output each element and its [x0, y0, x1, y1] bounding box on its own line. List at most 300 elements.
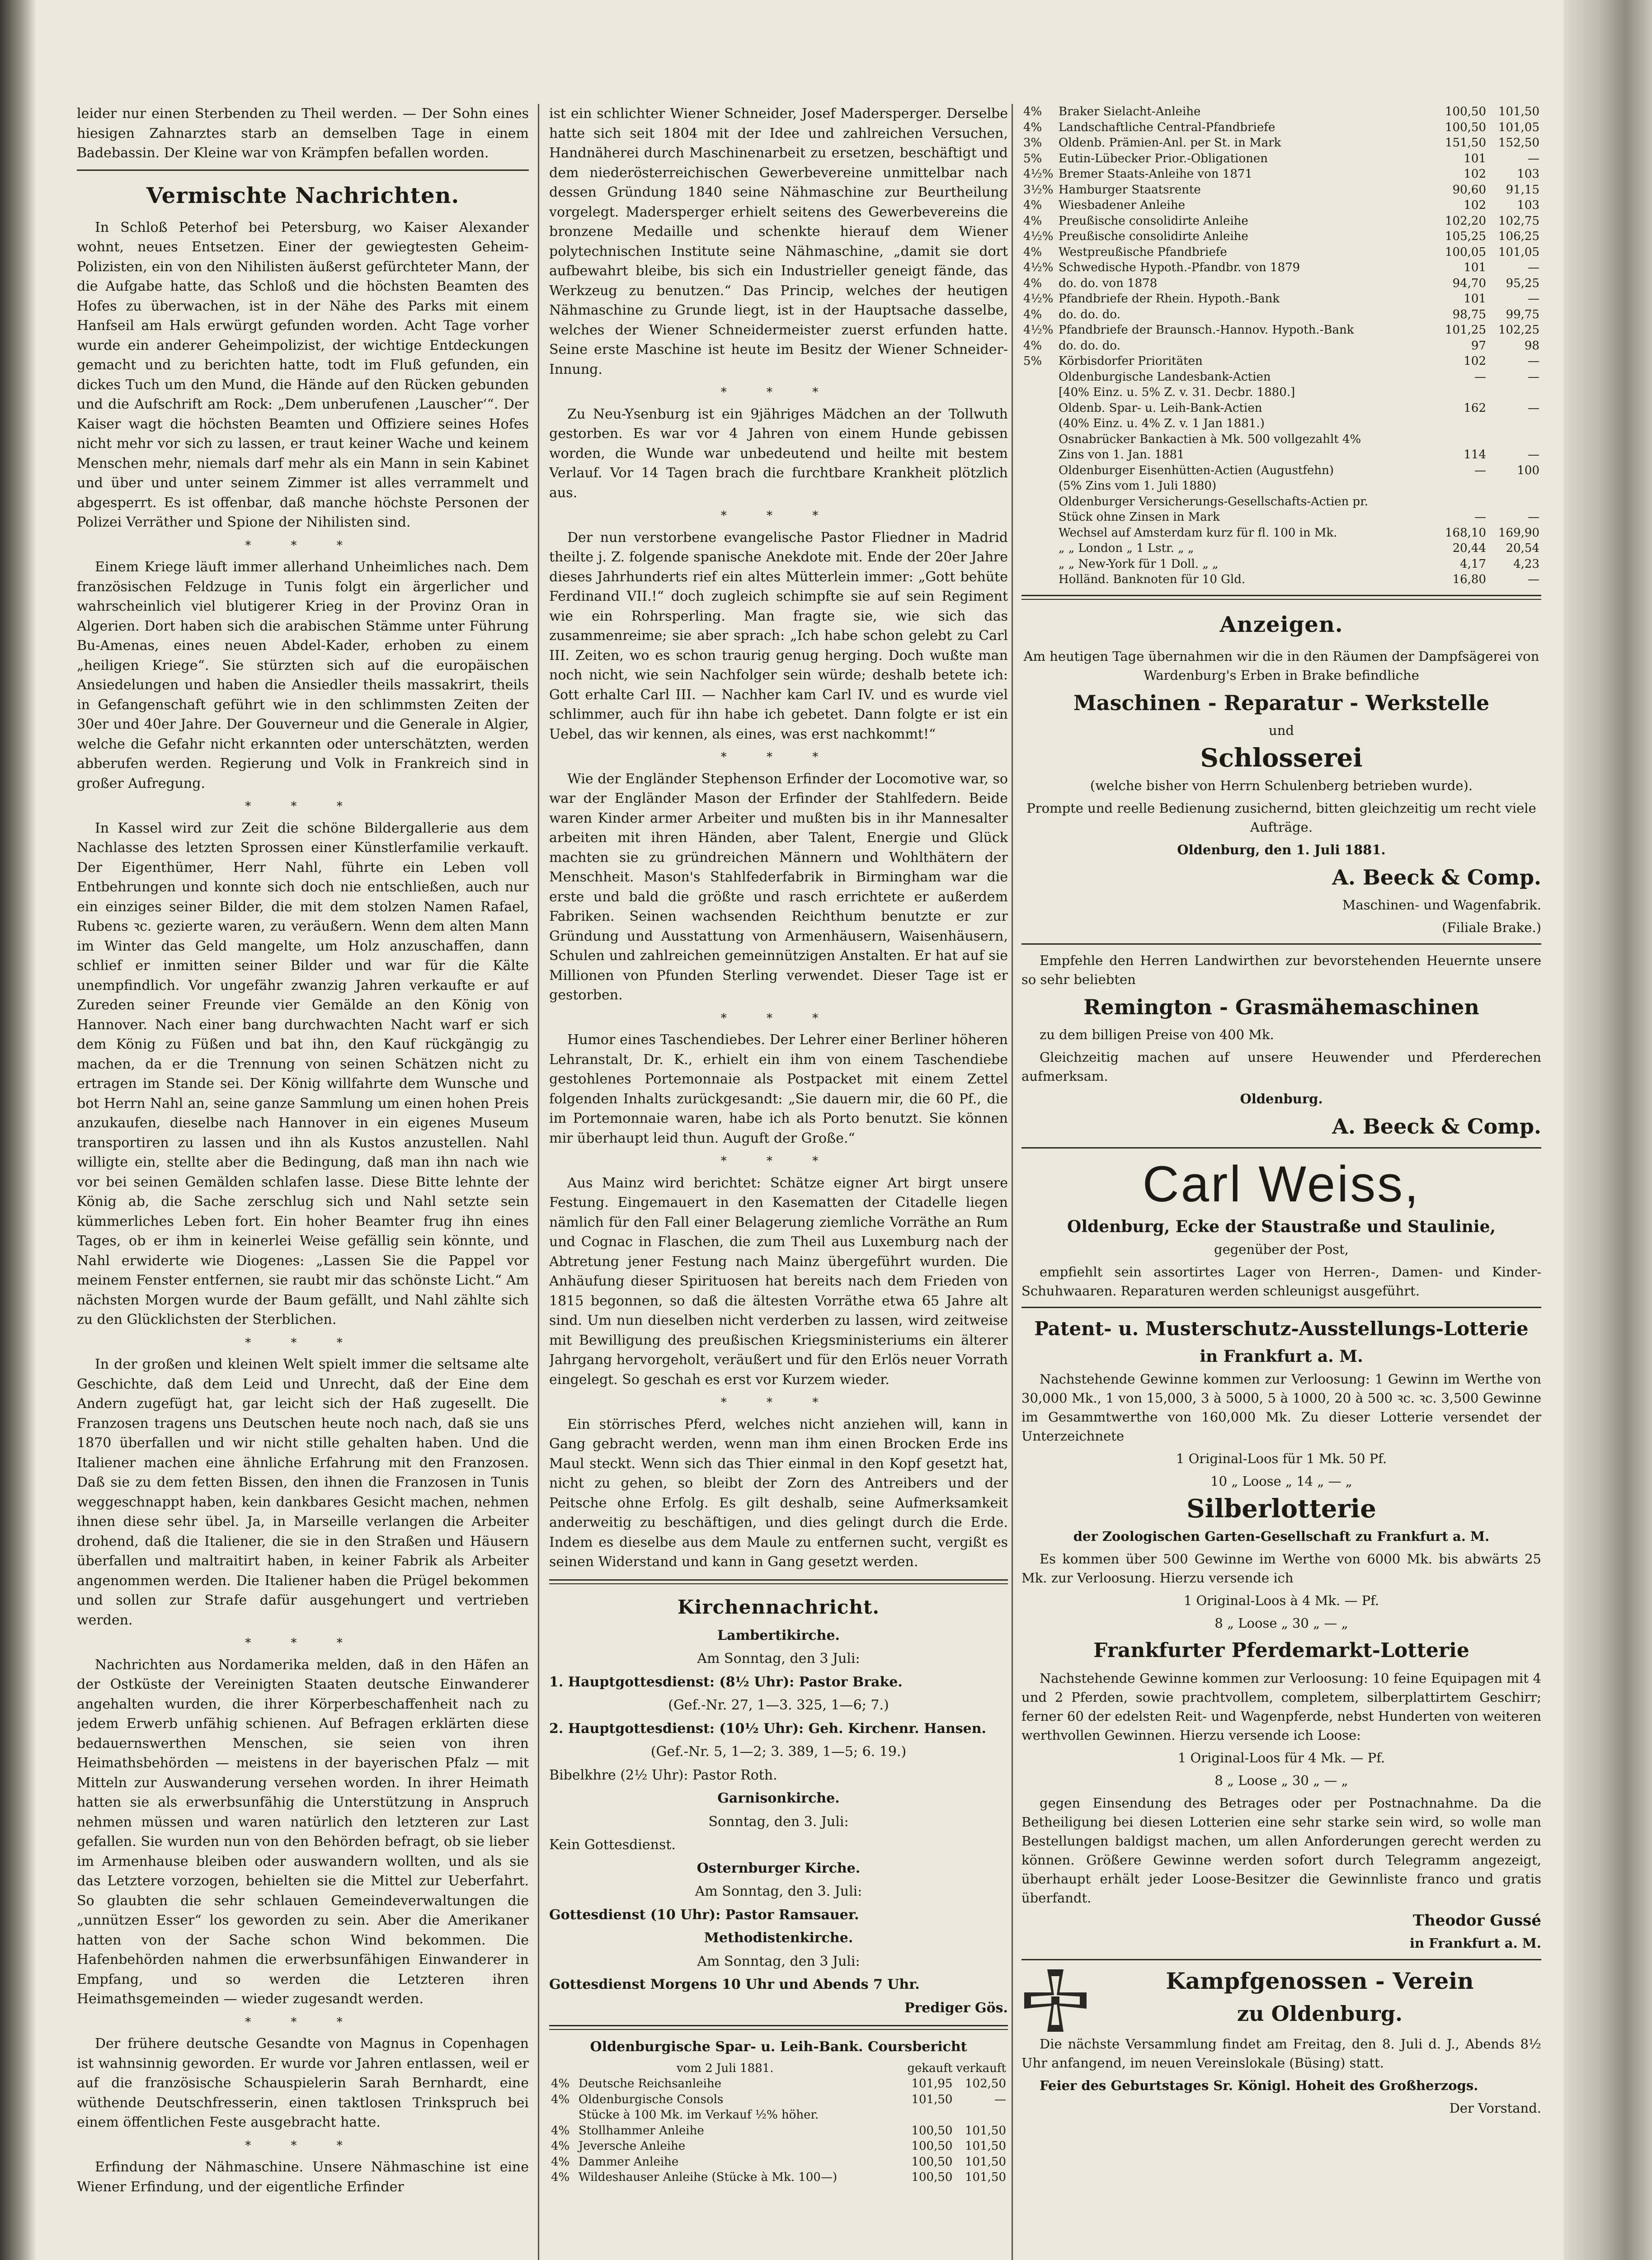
advertisement-workshop — [1021, 647, 1541, 937]
table-row — [1021, 120, 1541, 136]
separator-rule — [1021, 943, 1541, 945]
section-heading: Anzeigen. — [1219, 612, 1343, 637]
ad-headline: Carl Weiss, — [1142, 1155, 1421, 1212]
section-heading: Vermischte Nachrichten. — [146, 183, 460, 208]
security: [40% Einz. u. 5% Z. v. 31. Decbr. 1880.] — [1059, 386, 1295, 399]
rate: 4% — [551, 2171, 570, 2184]
bought: 100,50 — [911, 2155, 953, 2169]
bought: 101,50 — [911, 2092, 953, 2106]
bought: 168,10 — [1445, 526, 1486, 540]
article: Erfindung der Nähmaschine. Unsere Nähmaschine ist eine Wiener Erfindung, und der eigentliche Erfinder — [77, 2159, 529, 2195]
table-row — [1021, 400, 1541, 416]
service-line: Gottesdienst Morgens 10 Uhr und Abends 7 Uhr. — [549, 1977, 920, 1992]
ad-text: gegen Einsendung des Betrages oder per Postnachnahme. Da die Betheiligung bei diesen Lotterien eine sehr starke sein wird, so wolle man Bestellungen baldigst machen, um allen Anforderungen gerecht werden zu können. Größere Gewinne werden sofort durch Telegramm angezeigt, überhaupt erhält jeder Loose-Besitzer die Gewinnliste franco und gratis überfandt. — [1021, 1795, 1541, 1906]
rate: 5% — [1023, 354, 1042, 368]
sold — [1488, 385, 1541, 400]
table-row — [1021, 135, 1541, 151]
ad-text: (welche bisher von Herrn Schulenberg betrieben wurde). — [1090, 777, 1473, 793]
bank-table — [549, 2061, 1008, 2185]
table-row — [1021, 338, 1541, 354]
article: Ein störrisches Pferd, welches nicht anziehen will, kann in Gang gebracht werden, wenn man ihm einen Brocken Erde ins Maul steckt. Wenn sich das Thier einmal in den Kopf gesetzt hat, nicht zu gehen, so bleibt der Zorn des Antreibers und der Peitsche ohne Erfolg. Es gilt deshalb, seine Aufmerksamkeit anderweitig zu beschäftigen, und dies gelingt durch die Erde. Indem es dieselbe aus dem Maule zu entfernen sucht, vergißt es seinen Widerstand und kann in Gang gesetzt werden. — [549, 1416, 1008, 1570]
ad-text: Maschinen- und Wagenfabrik. — [1342, 897, 1541, 913]
column-1 — [77, 104, 529, 2260]
sold: 4,23 — [1513, 557, 1539, 571]
rate: 4% — [551, 2139, 570, 2153]
security: Eutin-Lübecker Prior.-Obligationen — [1059, 151, 1268, 165]
sold: — — [1528, 573, 1539, 586]
security: Pfandbriefe der Rhein. Hypoth.-Bank — [1059, 292, 1280, 306]
table-row — [1021, 369, 1541, 385]
sold: 95,25 — [1506, 276, 1539, 290]
asterism: * * * — [245, 1636, 361, 1650]
bought: 100,50 — [911, 2123, 953, 2138]
rate — [1021, 385, 1057, 400]
article: Zu Neu-Ysenburg ist ein 9jähriges Mädchen an der Tollwuth gestorben. Es war vor 4 Jahren von einem Hunde gebissen worden, die Wunde war unbedeutend und heilte mit bestem Verlauf. Vor 14 Tagen brach die furchtbare Krankheit plötzlich aus. — [549, 406, 1008, 501]
sold: 101,50 — [965, 2171, 1006, 2184]
table-row — [1021, 447, 1541, 463]
separator-rule — [1021, 1147, 1541, 1149]
asterism: * * * — [245, 2015, 361, 2029]
bought: 102 — [1464, 167, 1486, 181]
rate — [1021, 463, 1057, 479]
sold: 99,75 — [1506, 307, 1539, 321]
bought — [1435, 494, 1488, 510]
rate: 4½% — [1023, 292, 1054, 306]
separator-rule — [549, 1579, 1008, 1584]
separator-rule — [1021, 1307, 1541, 1308]
sold: 103 — [1517, 167, 1539, 181]
asterism: * * * — [720, 509, 837, 523]
ad-text: gegenüber der Post, — [1214, 1241, 1349, 1257]
church-date: Am Sonntag, den 3 Juli: — [697, 1953, 860, 1969]
rate — [1021, 447, 1057, 463]
table-row — [1021, 432, 1541, 447]
bought: 162 — [1464, 401, 1486, 415]
security: Wechsel auf Amsterdam kurz für fl. 100 in Mk. — [1059, 526, 1337, 540]
rate: 4% — [1023, 105, 1042, 118]
ad-text: zu dem billigen Preise von 400 Mk. — [1040, 1026, 1274, 1042]
rate: 4% — [1023, 120, 1042, 134]
table-row — [1021, 291, 1541, 307]
article: Wie der Engländer Stephenson Erfinder der Locomotive war, so war der Engländer Mason der Erfinder der Stahlfedern. Beide waren Kinder armer Arbeiter und mußten bis in ihr Mannesalter arbeiten mit ihren Händen, aber Talent, Energie und Glück machten sie zu gründreichen Männern und Wohlthätern der Menschheit. Mason's Stahlfederfabrik in Birmingham war die erste und bald die größte und rasch errichtete er außerdem Fabriken. Seinen wachsenden Reichthum benutzte er zur Gründung und Ausstattung von Armenhäusern, Waisenhäusern, Schulen und zahlreichen gemeinnützigen Anstalten. Er hat auf sie Millionen von Pfunden Sterling verwendet. Dieser Tage ist er gestorben. — [549, 771, 1008, 1003]
table-row — [1021, 276, 1541, 292]
article: Nachrichten aus Nordamerika melden, daß in den Häfen an der Ostküste der Vereinigten Staaten deutsche Einwanderer angehalten wurden, die ihrer Körperbeschaffenheit nach zu jedem Erwerb unfähig schienen. Auf Befragen erklärten diese bedauernswerthen Menschen, sie seien von ihren Heimathsbehörden — meistens in der bayerischen Pfalz — mit Mitteln zur Auswanderung versehen worden. In ihrer Heimath hatten sie als erwerbsunfähig die Unterstützung in Anspruch nehmen müssen und waren natürlich den letzteren zur Last gefallen. Sie wurden nun von den Behörden befragt, ob sie lieber im Armenhause bleiben oder auswandern wollten, und als sie das Letztere vorzogen, behielten sie die Mittel zur Ueberfahrt. So glaubten die sehr schlauen Gemeindeverwaltungen die „unnützen Esser“ los geworden zu sein. Aber die Amerikaner hatten von der Sache schon Wind bekommen. Die Hafenbehörden nahmen die erwerbsunfähigen Einwanderer in Empfang, und so werden die Letzteren ihren Heimathsgemeinden — wieder zugesandt werden. — [77, 1657, 529, 2007]
security: Oldenburger Versicherungs-Gesellschafts-Actien pr. — [1059, 494, 1369, 508]
bought: — — [1474, 370, 1486, 384]
table-row — [1021, 463, 1541, 479]
table-row — [1021, 245, 1541, 260]
asterism: * * * — [245, 1336, 361, 1350]
security: (5% Zins vom 1. Juli 1880) — [1059, 479, 1217, 493]
course-table — [1021, 104, 1541, 588]
article: Der nun verstorbene evangelische Pastor Fliedner in Madrid theilte j. Z. folgende spanische Anekdote mit. Ende der 20er Jahre dieses Jahrhunderts rief ein altes Mütterlein immer: „Gott behüte Ferdinand VII.!“ doch zugleich schimpfte sie auf sein Regiment wie ein Rohrsperling. Man fragte sie, wie sich das zusammenreime; sie aber sprach: „Ich habe schon gelebt zu Carl III. Zeiten, wo es schon traurig genug herging. Doch wußte man noch nicht, wie sein Nachfolger sein würde; deshalb betete ich: Gott erhalte Carl III. — Nachher kam Carl IV. und es wurde viel schlimmer, auch für ihn habe ich gebetet. Dann folgte er ist ein Uebel, das wir kennen, als eines, was erst nachkommt!“ — [549, 529, 1008, 742]
separator-rule — [1021, 1959, 1541, 1960]
security: Schwedische Hypoth.-Pfandbr. von 1879 — [1059, 261, 1300, 274]
bank-subtitle: vom 2 Juli 1881. — [676, 2061, 774, 2075]
bought: 151,50 — [1445, 136, 1486, 150]
sold: 91,15 — [1506, 183, 1539, 197]
sold: — — [1528, 401, 1539, 415]
security: Braker Sielacht-Anleihe — [1059, 105, 1201, 118]
security: Dammer Anleihe — [578, 2155, 679, 2169]
sold: — — [1528, 448, 1539, 461]
sold: 169,90 — [1498, 526, 1539, 540]
ad-headline: Remington - Grasmähemaschinen — [1083, 994, 1479, 1019]
security: Pfandbriefe der Braunsch.-Hannov. Hypoth.-Bank — [1059, 323, 1354, 337]
bought: 98,75 — [1452, 307, 1486, 321]
page-edge-stack — [1564, 0, 1652, 2260]
separator-rule — [77, 170, 529, 171]
church-notices — [549, 1591, 1008, 2018]
security: Wildeshauser Anleihe (Stücke à Mk. 100—) — [578, 2171, 838, 2184]
ad-text: Die nächste Versammlung findet am Freitag, den 8. Juli d. J., Abends 8½ Uhr anfangend, im neuen Vereinslokale (Büsing) statt. — [1021, 2036, 1541, 2071]
table-row — [1021, 556, 1541, 572]
asterism: * * * — [720, 750, 837, 764]
column-2 — [549, 104, 1008, 2260]
rate: 4½% — [1023, 230, 1054, 243]
bought: 105,25 — [1445, 230, 1486, 243]
church-title: Kirchennachricht. — [677, 1596, 880, 1618]
security: Oldenburger Eisenhütten-Actien (Augustfehn) — [1059, 463, 1334, 477]
bought: 114 — [1464, 448, 1486, 461]
table-row — [1021, 353, 1541, 369]
ad-signature: Der Vorstand. — [1449, 2100, 1541, 2116]
rate — [1021, 509, 1057, 525]
table-row — [1021, 494, 1541, 510]
ad-headline: Patent- u. Musterschutz-Ausstellungs-Lotterie — [1034, 1317, 1529, 1340]
ad-headline: Schlosserei — [1200, 743, 1363, 773]
table-row — [1021, 166, 1541, 182]
table-row — [549, 2076, 1008, 2092]
security: Stücke à 100 Mk. im Verkauf ½% höher. — [578, 2108, 819, 2122]
bought: 101,95 — [911, 2077, 953, 2090]
table-row — [1021, 182, 1541, 198]
sold: 152,50 — [1498, 136, 1539, 150]
ad-text: Oldenburg. — [1240, 1091, 1323, 1106]
service-line: 2. Hauptgottesdienst: (10½ Uhr): Geh. Kirchenr. Hansen. — [549, 1720, 987, 1737]
ad-text: Am heutigen Tage übernahmen wir die in den Räumen der Dampfsägerei von Wardenburg's Erben in Brake befindliche — [1023, 648, 1539, 683]
sold — [1488, 478, 1541, 494]
article-continuation: ist ein schlichter Wiener Schneider, Josef Madersperger. Derselbe hatte sich seit 1804 mit der Idee und zahlreichen Versuchen, Handnäherei durch Maschinenarbeit zu ersetzen, beschäftigt und dem niederösterreichischen Gewerbevereine unmittelbar nach dessen Gründung 1840 seine Nähmaschine zur Beurtheilung vorgelegt. Madersperger erhielt seitens des Gewerbevereins die bronzene Medaille und schenkte hierauf dem Wiener polytechnischen Institute seine Nähmaschine, „damit sie dort aufbewahrt bleibe, bis sich ein Industrieller geneigt fände, das Werkzeug zu benutzen.“ Das Princip, welches der heutigen Nähmaschine zu Grunde liegt, ist in der Hauptsache dasselbe, welches der Wiener Schneidermeister zuerst erfunden hatte. Seine erste Maschine ist heute im Besitz der Wiener Schneider-Innung. — [549, 106, 1008, 377]
security: Westpreußische Pfandbriefe — [1059, 245, 1227, 259]
service-line: Gottesdienst (10 Uhr): Pastor Ramsauer. — [549, 1907, 859, 1923]
bought — [1435, 478, 1488, 494]
rate: 4% — [1023, 307, 1042, 321]
article: Der frühere deutsche Gesandte von Magnus in Copenhagen ist wahnsinnig geworden. Er wurde vor Jahren entlassen, weil er auf die französische Schauspielerin Sarah Bernhardt, eine wüthende Deutschfresserin, einen taktlosen Trinkspruch bei einem öffentlichen Feste ausgebracht hatte. — [77, 2036, 529, 2130]
ad-headline: Kampfgenossen - Verein — [1166, 1967, 1474, 1994]
security: Bremer Staats-Anleihe von 1871 — [1059, 167, 1252, 181]
asterism: * * * — [720, 1011, 837, 1025]
table-row — [1021, 213, 1541, 229]
sold: 101,50 — [1498, 105, 1539, 118]
table-row — [549, 2170, 1008, 2185]
church-date: Am Sonntag, den 3 Juli: — [697, 1651, 860, 1667]
article: In der großen und kleinen Welt spielt immer die seltsame alte Geschichte, daß dem Leid und Unrecht, daß der Eine dem Andern zugefügt hat, gar leicht sich der Haß zugesellt. Die Franzosen tragens uns Deutschen heute noch nach, daß sie uns 1870 überfallen und wir nicht stille gehalten haben. Und die Italiener machen eine ähnliche Erfahrung mit den Franzosen. Daß sie zu dem fetten Bissen, den ihnen die Franzosen in Tunis weggeschnappt haben, kein dankbares Gesicht machen, nehmen ihnen diese sehr übel. Ja, in Marseille verlangen die Arbeiter drohend, daß die Italiener, die sie in den Straßen und Häusern überfallen und maltraitirt haben, in keiner Fabrik als Arbeiter angenommen werden. Die Italiener haben die Prügel bekommen und sollen zur Strafe dafür ausgehungert und vertrieben werden. — [77, 1356, 529, 1628]
security: do. do. von 1878 — [1059, 276, 1158, 290]
security: Preußische consolidirte Anleihe — [1059, 230, 1248, 243]
bought — [901, 2107, 954, 2123]
sold: 101,05 — [1498, 120, 1539, 134]
sold: 102,25 — [1498, 323, 1539, 337]
rate: 4% — [551, 2155, 570, 2169]
ad-text: 1 Original-Loos für 4 Mk. — Pf. — [1177, 1750, 1385, 1766]
security: Oldenburgische Consols — [578, 2092, 724, 2106]
sold — [1488, 416, 1541, 432]
ad-firm: A. Beeck & Comp. — [1332, 1114, 1541, 1139]
sold: — — [1528, 510, 1539, 524]
bought — [1435, 432, 1488, 447]
bought: 16,80 — [1452, 573, 1486, 586]
bought: 101 — [1464, 261, 1486, 274]
sold: 101,05 — [1498, 245, 1539, 259]
church-name: Lambertikirche. — [717, 1627, 840, 1643]
table-row — [1021, 229, 1541, 245]
security: Stück ohne Zinsen in Mark — [1059, 510, 1220, 524]
security: (40% Einz. u. 4% Z. v. 1 Jan 1881.) — [1059, 417, 1265, 430]
bought: 97 — [1471, 339, 1486, 353]
advertisement-mowers — [1021, 951, 1541, 1141]
security: „ „ London „ 1 Lstr. „ „ — [1059, 541, 1194, 555]
bought: 20,44 — [1452, 541, 1486, 555]
asterism: * * * — [720, 1396, 837, 1409]
table-row — [1021, 260, 1541, 276]
table-row — [1021, 198, 1541, 213]
asterism: * * * — [245, 800, 361, 813]
sold: 102,75 — [1498, 214, 1539, 228]
article: Einem Kriege läuft immer allerhand Unheimliches nach. Dem französischen Feldzuge in Tunis folgt ein ärgerlicher und wahrscheinlich viel blutigerer Krieg in der Provinz Oran in Algerien. Dort haben sich die arabischen Stämme unter Führung Bu-Amenas, eines neuen Abdel-Kader, erhoben zu einem „heiligen Kriege“. Sie stürzten sich auf die europäischen Ansiedelungen und haben die Ansiedler theils massakrirt, theils in Gefangenschaft geführt wie in den schlimmsten Zeiten der 30er und 40er Jahre. Der Gouverneur und die Generale in Algier, welche die Gefahr nicht erkannten oder unterschätzten, werden abberufen werden. Regierung und Volk in Frankreich sind in großer Aufregung. — [77, 559, 529, 791]
ad-text: und — [1269, 722, 1294, 738]
rate: 4% — [1023, 245, 1042, 259]
preacher: Prediger Gös. — [904, 2000, 1008, 2016]
security: Zins von 1. Jan. 1881 — [1059, 448, 1185, 461]
rate: 4% — [551, 2092, 570, 2106]
security: „ „ New-York für 1 Doll. „ „ — [1059, 557, 1219, 571]
church-date: Am Sonntag, den 3. Juli: — [695, 1883, 862, 1899]
sold: 106,25 — [1498, 230, 1539, 243]
sold: 98 — [1524, 339, 1539, 353]
ad-text: (Filiale Brake.) — [1442, 919, 1541, 935]
service-line: Bibelkhre (2½ Uhr): Pastor Roth. — [549, 1767, 777, 1783]
hymn-numbers: (Gef.-Nr. 27, 1—3. 325, 1—6; 7.) — [668, 1697, 889, 1713]
sold: — — [1528, 151, 1539, 165]
article: Aus Mainz wird berichtet: Schätze eigner Art birgt unsere Festung. Eingemauert in den Kasematten der Citadelle liegen nämlich für den Fall einer Belagerung ziemliche Vorräthe an Rum und Cognac in Flaschen, die zum Theil aus Luxemburg nach der Abtretung jener Festung nach Mainz übergeführt wurden. Die Anhäufung dieser Spirituosen hat bereits nach dem Frieden von 1815 begonnen, so daß die ältesten Vorräthe etwa 65 Jahre alt sind. Um nun dieselben nicht verderben zu lassen, wird zeitweise mit Bewilligung des preußischen Kriegsministeriums ein älterer Jahrgang hervorgeholt, veräußert und für den Erlös neuer Vorrath eingelegt. So geschah es erst vor Kurzem wieder. — [549, 1175, 1008, 1388]
sold: — — [1528, 261, 1539, 274]
sold — [954, 2107, 1008, 2123]
security: Hamburger Staatsrente — [1059, 183, 1201, 197]
rate — [1021, 572, 1057, 588]
rate: 4% — [1023, 339, 1042, 353]
rate — [1021, 541, 1057, 556]
table-row — [1021, 525, 1541, 541]
table-row — [1021, 541, 1541, 556]
sold: — — [1528, 370, 1539, 384]
table-row — [1021, 572, 1541, 588]
ad-text: 10 „ Loose „ 14 „ — „ — [1210, 1473, 1352, 1489]
table-row — [1021, 385, 1541, 400]
ad-headline: zu Oldenburg. — [1237, 2001, 1403, 2026]
hymn-numbers: (Gef.-Nr. 5, 1—2; 3. 389, 1—5; 6. 19.) — [650, 1744, 907, 1760]
table-row — [549, 2123, 1008, 2139]
rate — [1021, 525, 1057, 541]
rate — [1021, 400, 1057, 416]
security: Holländ. Banknoten für 10 Gld. — [1059, 573, 1246, 586]
sold: 100 — [1517, 463, 1539, 477]
asterism: * * * — [245, 538, 361, 552]
security: Osnabrücker Bankactien à Mk. 500 vollgezahlt 4% — [1059, 432, 1361, 446]
security: Jeversche Anleihe — [578, 2139, 686, 2153]
rate: 5% — [1023, 151, 1042, 165]
advertisement-shoes — [1021, 1155, 1541, 1300]
sold: — — [1528, 354, 1539, 368]
rate — [1021, 556, 1057, 572]
article: Humor eines Taschendiebes. Der Lehrer einer Berliner höheren Lehranstalt, Dr. K., erhielt ein ihm von einem Taschendiebe gestohlenes Portemonnaie als Postpacket mit einem Zettel folgenden Inhalts zurückgesandt: „Sie dauern mir, die 60 Pf., die im Portemonnaie waren, habe ich als Porto benutzt. Sie können mir überhaupt leid thun. Auguft der Große.“ — [549, 1032, 1008, 1146]
rate — [1021, 478, 1057, 494]
bought: 101 — [1464, 151, 1486, 165]
bought: 4,17 — [1460, 557, 1486, 571]
column-divider — [538, 104, 539, 2260]
bought: 100,05 — [1445, 245, 1486, 259]
ad-text: 8 „ Loose „ 30 „ — „ — [1214, 1615, 1348, 1631]
sold — [1488, 494, 1541, 510]
asterism: * * * — [720, 386, 837, 399]
service-line: Kein Gottesdienst. — [549, 1837, 676, 1853]
advertisement-veterans — [1021, 1967, 1541, 2118]
security: Deutsche Reichsanleihe — [578, 2077, 721, 2090]
church-date: Sonntag, den 3. Juli: — [708, 1813, 849, 1830]
bank-title: Oldenburgische Spar- u. Leih-Bank. Coursbericht — [590, 2039, 967, 2055]
table-row — [549, 2138, 1008, 2154]
ad-date: Oldenburg, den 1. Juli 1881. — [1177, 842, 1386, 857]
sold: 101,50 — [965, 2139, 1006, 2153]
sold: 20,54 — [1506, 541, 1539, 555]
article: In Kassel wird zur Zeit die schöne Bildergallerie aus dem Nachlasse des letzten Sprossen einer Künstlerfamilie verkauft. Der Eigenthümer, Herr Nahl, führte ein Leben voll Entbehrungen und konnte sich doch nie entschließen, auch nur ein einziges seiner Bilder, die mit dem stolzen Namen Rafael, Rubens ꝛc. gezierte waren, zu veräußern. Wenn dem alten Mann im Winter das Geld mangelte, um Holz anzuschaffen, dann schlief er inmitten seiner Bilder und war für die Kälte unempfindlich. Vor ungefähr zwanzig Jahren verkaufte er auf Zureden seiner Freunde vier Gemälde an den König von Hannover. Nach einer bang durchwachten Nacht warf er sich dem König zu Füßen und bat ihn, den Kauf rückgängig zu machen, da er die Trennung von seinen Schätzen nicht zu ertragen im Stande sei. Der König willfahrte dem Wunsche und bot Herrn Nahl an, seine ganze Sammlung um einen hohen Preis anzukaufen, dieselbe nach Hannover in ein eigenes Museum transportiren zu lassen und ihn als Kustos anzustellen. Nahl willigte ein, stellte aber die Bedingung, daß man ihn nach wie vor bei seinen Gemälden schlafen lasse. Diese Bitte lehnte der König ab, die Sache zerschlug sich und Nahl setzte sein kümmerliches Leben fort. Ein hoher Beamter frug ihn eines Tages, ob er ihm in keinerlei Weise gefällig sein könnte, und Nahl erwiderte wie Diogenes: „Lassen Sie die Pappel vor meinem Fenster entfernen, sie raubt mir das schönste Licht.“ Am nächsten Morgen wurde der Baum gefällt, und Nahl zählte sich zu den Glücklichsten der Sterblichen. — [77, 820, 529, 1328]
table-row — [1021, 322, 1541, 338]
ad-headline: Maschinen - Reparatur - Werkstelle — [1073, 690, 1490, 715]
sold — [1488, 432, 1541, 447]
ad-signature: Theodor Gussé — [1412, 1911, 1541, 1930]
ad-text: Gleichzeitig machen auf unsere Heuwender und Pferderechen aufmerksam. — [1021, 1049, 1541, 1084]
rate: 3½% — [1023, 183, 1054, 197]
table-row — [1021, 104, 1541, 120]
rate: 4½% — [1023, 261, 1054, 274]
bought — [1435, 416, 1488, 432]
security: Oldenb. Prämien-Anl. per St. in Mark — [1059, 136, 1281, 150]
article-continuation: leider nur einen Sterbenden zu Theil werden. — Der Sohn eines hiesigen Zahnarztes starb an demselben Tage in einem Badebassin. Der Kleine war von Krämpfen befallen worden. — [77, 106, 529, 161]
service-line: 1. Hauptgottesdienst: (8½ Uhr): Pastor Brake. — [549, 1674, 903, 1690]
bought: 90,60 — [1452, 183, 1486, 197]
ad-signature: in Frankfurt a. M. — [1409, 1935, 1541, 1951]
table-row — [549, 2154, 1008, 2170]
sold: 101,50 — [965, 2155, 1006, 2169]
rate — [549, 2107, 577, 2123]
rate: 4½% — [1023, 323, 1054, 337]
ad-text: 8 „ Loose „ 30 „ — „ — [1214, 1772, 1348, 1788]
rate — [1021, 494, 1057, 510]
church-name: Methodistenkirche. — [704, 1930, 853, 1946]
table-row — [1021, 307, 1541, 323]
table-row — [1021, 151, 1541, 167]
column-divider — [1012, 104, 1013, 2260]
church-name: Garnisonkirche. — [717, 1790, 840, 1806]
column-3 — [1021, 104, 1541, 2260]
rate: 4% — [551, 2123, 570, 2138]
bank-course-report — [549, 2037, 1008, 2185]
church-name: Osternburger Kirche. — [697, 1860, 861, 1876]
ad-text: Prompte und reelle Bedienung zusichernd, bitten gleichzeitig um recht viele Aufträge. — [1026, 800, 1536, 835]
ad-text: Es kommen über 500 Gewinne im Werthe von 6000 Mk. bis abwärts 25 Mk. zur Verloosung. Hierzu versende ich — [1021, 1551, 1541, 1586]
sold: — — [1528, 292, 1539, 306]
security: do. do. do. — [1059, 339, 1120, 353]
security: Wiesbadener Anleihe — [1059, 198, 1185, 212]
bought: 100,50 — [911, 2171, 953, 2184]
bank-header-row — [549, 2061, 1008, 2076]
rate: 4% — [551, 2077, 570, 2090]
rate: 4% — [1023, 276, 1042, 290]
security: Oldenburgische Landesbank-Actien — [1059, 370, 1271, 384]
ad-text: Feier des Geburtstages Sr. Königl. Hoheit des Großherzogs. — [1040, 2077, 1478, 2093]
rate — [1021, 416, 1057, 432]
separator-rule — [1021, 595, 1541, 600]
bought: — — [1474, 510, 1486, 524]
sold: — — [994, 2092, 1006, 2106]
ad-text: 1 Original-Loos à 4 Mk. — Pf. — [1183, 1592, 1379, 1608]
advertisement-lottery — [1021, 1314, 1541, 1953]
bought: 100,50 — [1445, 105, 1486, 118]
table-row — [549, 2092, 1008, 2108]
security: Körbisdorfer Prioritäten — [1059, 354, 1203, 368]
header-sold: verkauft — [956, 2061, 1006, 2075]
ad-text: Nachstehende Gewinne kommen zur Verloosung: 10 feine Equipagen mit 4 und 2 Pferden, sowie prachtvollem, completem, silberplattirtem Geschirr; ferner 60 der edelsten Reit- und Wagenpferde, nebst Hunderten von weiteren werthvollen Gewinnen. Hierzu versende ich Loose: — [1021, 1670, 1541, 1743]
ad-text: der Zoologischen Garten-Gesellschaft zu Frankfurt a. M. — [1073, 1528, 1490, 1544]
ad-text: Empfehle den Herren Landwirthen zur bevorstehenden Heuernte unsere so sehr beliebten — [1021, 952, 1541, 987]
bought: 100,50 — [911, 2139, 953, 2153]
table-row — [1021, 416, 1541, 432]
table-row — [549, 2107, 1008, 2123]
ad-headline: Silberlotterie — [1186, 1493, 1376, 1524]
asterism: * * * — [245, 2138, 361, 2152]
rate — [1021, 432, 1057, 447]
bought: 101 — [1464, 292, 1486, 306]
sold: 101,50 — [965, 2123, 1006, 2138]
ad-text: in Frankfurt a. M. — [1200, 1347, 1363, 1366]
security: do. do. do. — [1059, 307, 1120, 321]
ad-firm: A. Beeck & Comp. — [1332, 865, 1541, 890]
security: Landschaftliche Central-Pfandbriefe — [1059, 120, 1275, 134]
book-spine-shadow — [0, 0, 36, 2260]
bought: — — [1474, 463, 1486, 477]
ad-text: 1 Original-Loos für 1 Mk. 50 Pf. — [1176, 1450, 1387, 1466]
ad-text: empfiehlt sein assortirtes Lager von Herren-, Damen- und Kinder-Schuhwaaren. Reparaturen werden schleunigst ausgeführt. — [1021, 1264, 1541, 1299]
ad-address: Oldenburg, Ecke der Staustraße und Staulinie, — [1067, 1217, 1496, 1236]
iron-cross-icon — [1021, 1967, 1089, 2034]
header-bought: gekauft — [907, 2061, 953, 2075]
rate: 3% — [1023, 136, 1042, 150]
bought — [1435, 385, 1488, 400]
ad-headline: Frankfurter Pferdemarkt-Lotterie — [1093, 1638, 1469, 1662]
rate: 4½% — [1023, 167, 1054, 181]
bought: 100,50 — [1445, 120, 1486, 134]
separator-rule — [549, 2025, 1008, 2030]
bought: 102,20 — [1445, 214, 1486, 228]
security: Oldenb. Spar- u. Leih-Bank-Actien — [1059, 401, 1262, 415]
security: Preußische consolidirte Anleihe — [1059, 214, 1248, 228]
bought: 94,70 — [1452, 276, 1486, 290]
asterism: * * * — [720, 1154, 837, 1168]
ad-text: Nachstehende Gewinne kommen zur Verloosung: 1 Gewinn im Werthe von 30,000 Mk., 1 von 15,000, 3 à 5000, 5 à 1000, 20 à 500 ꝛc. ꝛc. 3,500 Gewinne im Gesammtwerthe von 160,000 Mk. Zu dieser Lotterie versendet der Unterzeichnete — [1021, 1371, 1541, 1444]
article: In Schloß Peterhof bei Petersburg, wo Kaiser Alexander wohnt, neues Entsetzen. Einer der gewiegtesten Geheim-Polizisten, ein von den Nihilisten äußerst gefürchteter Mann, der die Aufgabe hatte, das Schloß und die höchsten Beamten des Hofes zu überwachen, ist in der Nähe des Parks mit einem Hanfseil am Hals erwürgt gefunden worden. Acht Tage vorher wurde ein anderer Geheimpolizist, der wichtige Entdeckungen gemacht und zu berichten hatte, todt im Fluß gefunden, ein dickes Tuch um den Mund, die Hände auf den Rücken gebunden und die Aufschrift am Rock: „Dem unberufenen ‚Lauscher‘“. Der Kaiser wagt die höchsten Beamten und Offiziere seines Hofes nicht mehr vor sich zu lassen, er traut keiner Wache und keinem Menschen mehr, niemals darf mehr als ein Mann in sein Kabinet und über und unter seinem Zimmer ist alles verrammelt und abgesperrt. Es ist offenbar, daß manche höchste Personen der Polizei Verräther und Spione der Nihilisten sind. — [77, 219, 529, 530]
security: Stollhammer Anleihe — [578, 2123, 704, 2138]
sold: 102,50 — [965, 2077, 1006, 2090]
